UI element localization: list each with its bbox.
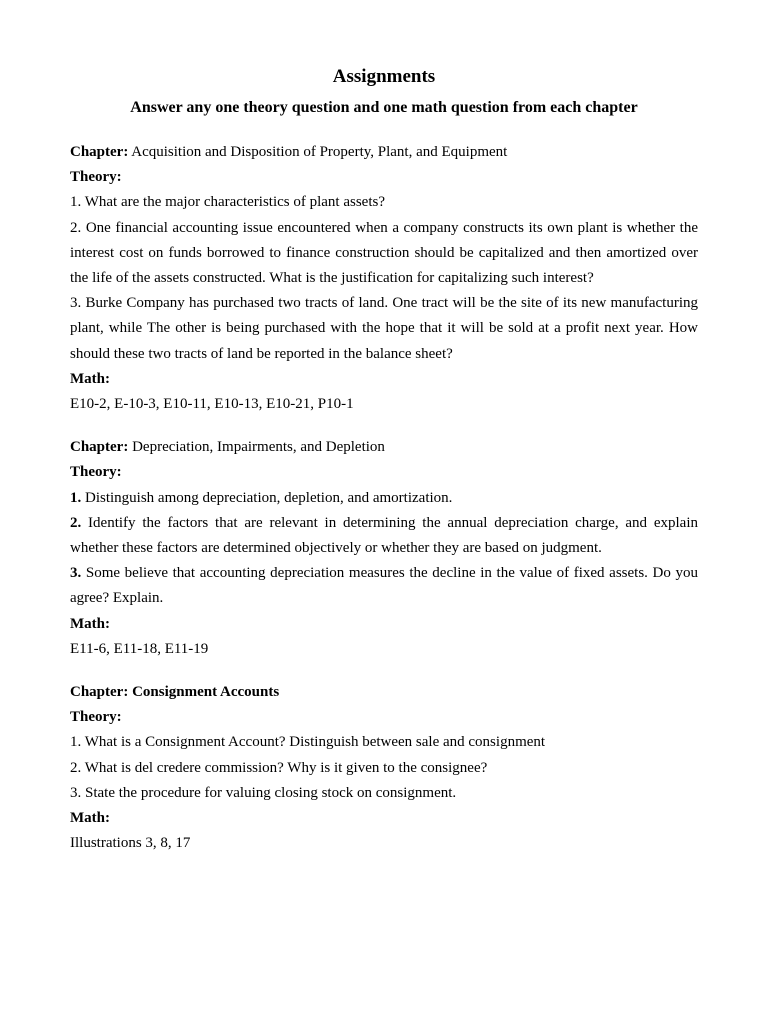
- chapter-label: Chapter: Consignment Accounts: [70, 684, 280, 701]
- chapter-heading: [70, 435, 698, 460]
- theory-question-2: 2. What is del credere commission? Why is it given to the consignee?: [70, 759, 488, 776]
- chapter-label: Chapter:: [70, 144, 129, 160]
- chapter-name: Depreciation, Impairments, and Depletion: [128, 439, 385, 456]
- math-heading: Math:: [70, 615, 110, 632]
- theory-question-3: 3. Burke Company has purchased two tracts of land. One tract will be the site of its new manufacturing plant, while The other is being purchased with the hope that it will be sold at a profit next year. How should these two tracts of land be reported in the balance sheet?: [70, 295, 698, 362]
- math-exercises: E10-2, E-10-3, E10-11, E10-13, E10-21, P10-1: [70, 396, 354, 413]
- chapter-section-2: [70, 435, 698, 662]
- theory-heading: Theory:: [70, 169, 122, 186]
- theory-question-2: 2. One financial accounting issue encountered when a company constructs its own plant is whether the interest cost on funds borrowed to finance construction should be capitalized and then amortized over the life of the assets constructed. What is the justification for capitalizing such interest?: [70, 219, 698, 287]
- theory-question-1: 1. What is a Consignment Account? Distinguish between sale and consignment: [70, 734, 546, 751]
- chapter-heading: [70, 680, 698, 705]
- math-exercises: Illustrations 3, 8, 17: [70, 835, 191, 852]
- document-page: [70, 64, 698, 856]
- theory-question-3: 3. State the procedure for valuing closing stock on consignment.: [70, 784, 457, 801]
- math-heading: Math:: [70, 370, 110, 387]
- theory-question-1: 1. What are the major characteristics of plant assets?: [70, 194, 386, 211]
- chapter-heading: [70, 140, 698, 165]
- document-subtitle: Answer any one theory question and one math question from each chapter: [130, 99, 638, 116]
- chapter-section-1: [70, 140, 698, 417]
- theory-question-1: 1. Distinguish among depreciation, depletion, and amortization.: [70, 489, 453, 506]
- chapter-section-3: [70, 680, 698, 856]
- math-exercises: E11-6, E11-18, E11-19: [70, 640, 209, 657]
- math-heading: Math:: [70, 810, 110, 827]
- chapter-name: Acquisition and Disposition of Property, Plant, and Equipment: [128, 144, 508, 160]
- theory-question-2: 2. Identify the factors that are relevant in determining the annual depreciation charge, and explain whether these factors are determined objectively or whether they are based on judgment.: [70, 514, 698, 557]
- chapter-label: Chapter:: [70, 439, 129, 456]
- document-title: Assignments: [332, 66, 436, 87]
- theory-heading: Theory:: [70, 709, 122, 726]
- theory-heading: Theory:: [70, 464, 122, 481]
- theory-question-3: 3. Some believe that accounting depreciation measures the decline in the value of fixed assets. Do you agree? Explain.: [70, 565, 698, 607]
